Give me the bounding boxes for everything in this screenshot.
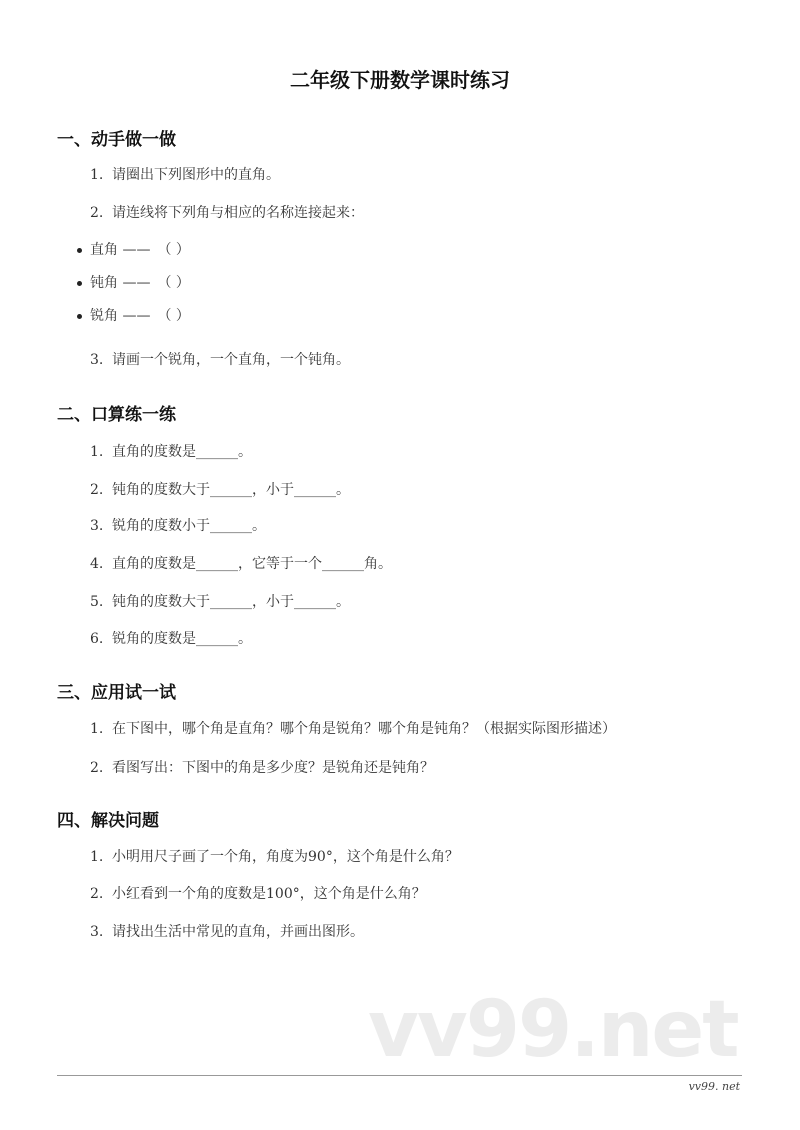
section-heading: 一、动手做一做 <box>57 130 176 150</box>
question-text: 锐角的度数小于______。 <box>112 518 266 534</box>
question-number: 5. <box>90 594 104 610</box>
question-number: 2. <box>90 482 104 498</box>
question-item <box>90 846 459 866</box>
question-item <box>90 921 364 941</box>
page-title: 二年级下册数学课时练习 <box>290 68 510 92</box>
question-number: 3. <box>90 924 104 940</box>
section-heading: 三、应用试一试 <box>57 683 176 703</box>
question-item <box>90 591 350 611</box>
question-text: 钝角的度数大于______，小于______。 <box>112 482 350 498</box>
question-text: 请画一个锐角，一个直角，一个钝角。 <box>112 352 350 368</box>
section-heading: 二、口算练一练 <box>57 405 176 425</box>
question-number: 1. <box>90 849 104 865</box>
bullet-icon <box>77 281 82 286</box>
question-item <box>90 757 434 777</box>
question-number: 1. <box>90 721 104 737</box>
question-item <box>90 718 616 738</box>
question-text: 看图写出：下图中的角是多少度？是锐角还是钝角？ <box>112 760 434 776</box>
question-item <box>90 441 252 461</box>
question-text: 小明用尺子画了一个角，角度为90°，这个角是什么角？ <box>112 849 459 865</box>
question-item <box>90 628 252 648</box>
question-number: 6. <box>90 631 104 647</box>
footer-divider <box>57 1075 742 1076</box>
question-text: 请找出生活中常见的直角，并画出图形。 <box>112 924 364 940</box>
bullet-text: 钝角 —— （ ） <box>90 275 190 291</box>
question-number: 4. <box>90 556 104 572</box>
question-text: 请圈出下列图形中的直角。 <box>112 167 280 183</box>
question-text: 小红看到一个角的度数是100°，这个角是什么角？ <box>112 886 426 902</box>
bullet-icon <box>77 248 82 253</box>
question-number: 1. <box>90 444 104 460</box>
question-text: 直角的度数是______。 <box>112 444 252 460</box>
question-number: 1. <box>90 167 104 183</box>
bullet-text: 直角 —— （ ） <box>90 242 190 258</box>
question-item <box>90 515 266 535</box>
question-item <box>90 883 426 903</box>
question-item <box>90 479 350 499</box>
question-text: 直角的度数是______，它等于一个______角。 <box>112 556 392 572</box>
section-heading: 四、解决问题 <box>57 811 159 831</box>
bullet-text: 锐角 —— （ ） <box>90 308 190 324</box>
question-number: 2. <box>90 886 104 902</box>
bullet-icon <box>77 314 82 319</box>
bullet-item <box>77 305 190 325</box>
question-text: 在下图中，哪个角是直角？哪个角是锐角？哪个角是钝角？（根据实际图形描述） <box>112 721 616 737</box>
bullet-item <box>77 239 190 259</box>
question-number: 2. <box>90 760 104 776</box>
question-text: 钝角的度数大于______，小于______。 <box>112 594 350 610</box>
bullet-item <box>77 272 190 292</box>
question-number: 3. <box>90 518 104 534</box>
footer-text: vv99. net <box>688 1080 740 1093</box>
question-number: 3. <box>90 352 104 368</box>
watermark: vv99.net <box>368 985 738 1075</box>
question-item <box>90 202 364 222</box>
question-item <box>90 349 350 369</box>
question-text: 锐角的度数是______。 <box>112 631 252 647</box>
question-number: 2. <box>90 205 104 221</box>
question-item <box>90 164 280 184</box>
question-text: 请连线将下列角与相应的名称连接起来： <box>112 205 364 221</box>
question-item <box>90 553 392 573</box>
